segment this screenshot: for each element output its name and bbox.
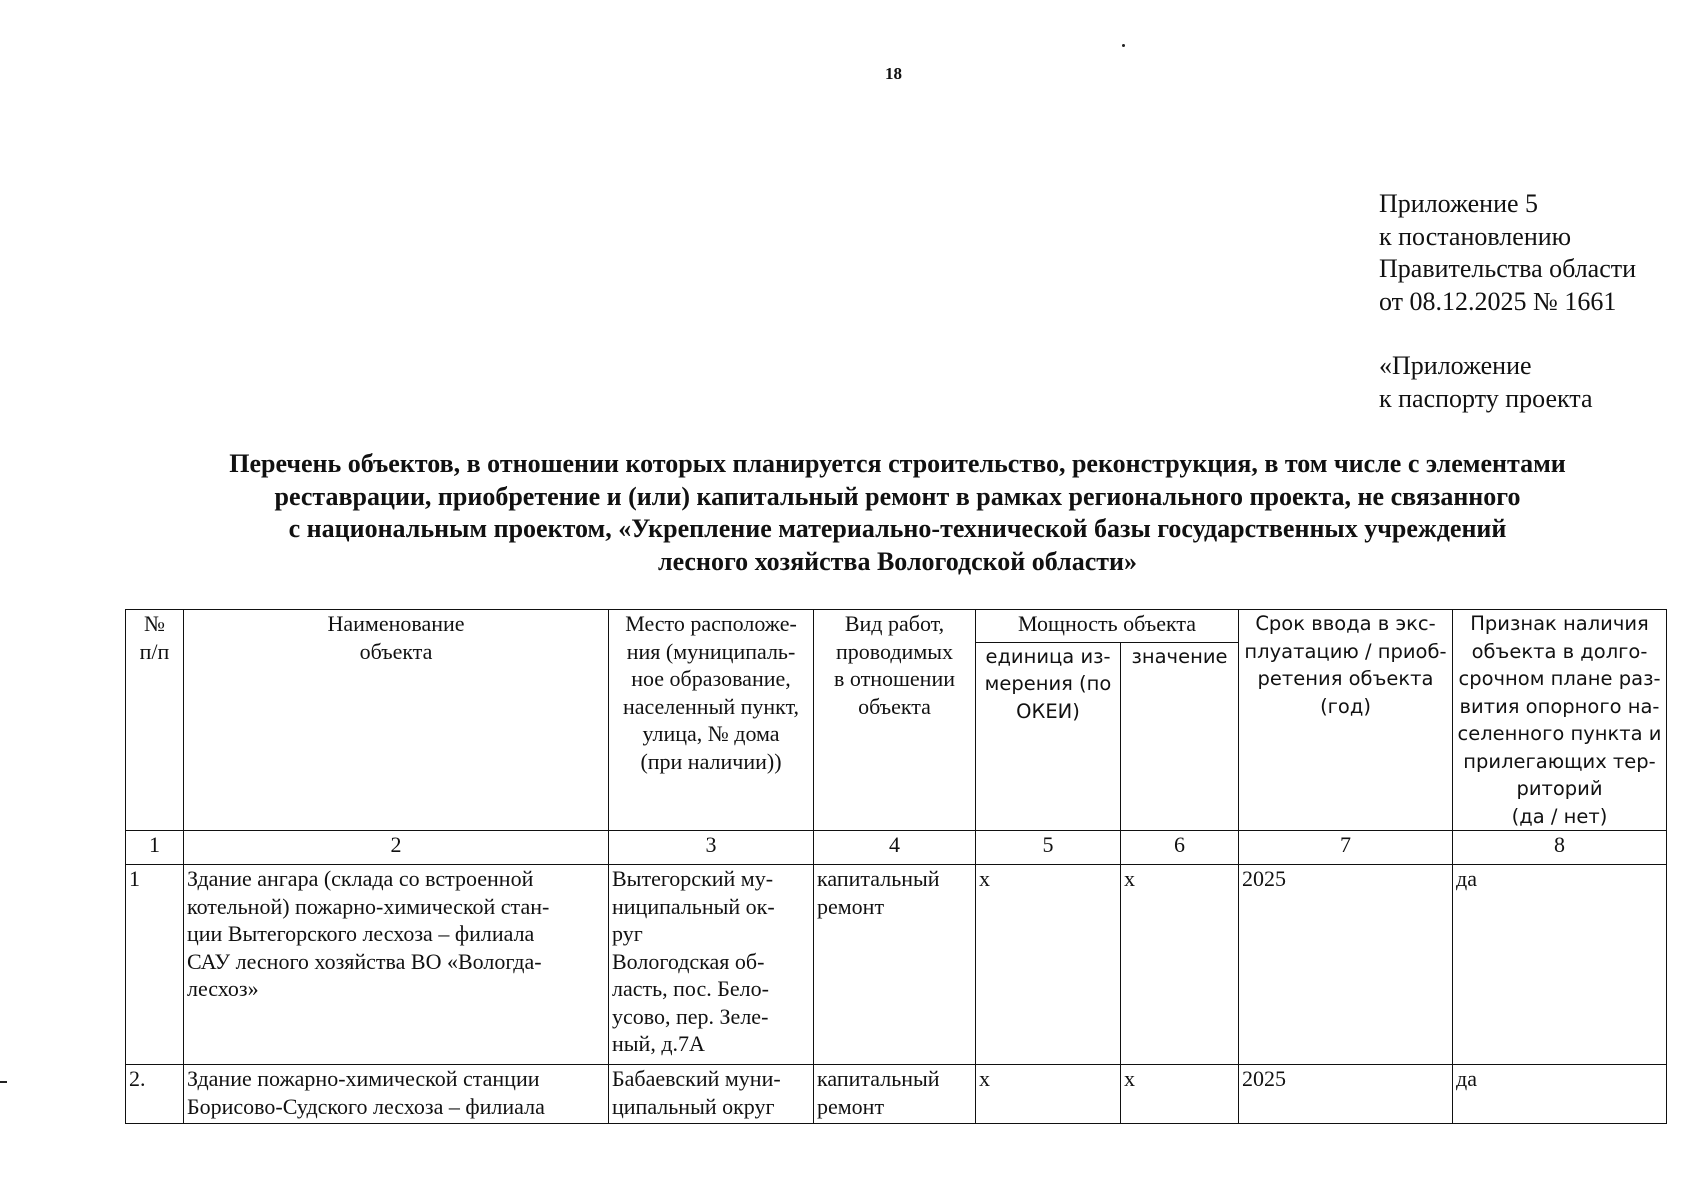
appendix-quote-line: к паспорту проекта <box>1379 383 1593 413</box>
plan-flag: да <box>1453 865 1667 1065</box>
object-location: Бабаевский муни- ципальный округ <box>609 1065 814 1124</box>
page-number: 18 <box>885 64 902 83</box>
column-number: 6 <box>1121 831 1239 865</box>
header-name: Наименование объекта <box>184 610 609 831</box>
commission-year: 2025 <box>1239 865 1453 1065</box>
header-plan-flag: Признак наличия объекта в долго- срочном плане раз- вития опорного на- селенного пункта и прилегающих тер- риторий (да / нет) <box>1453 610 1667 831</box>
object-location: Вытегорский му- ниципальный ок- руг Вологодская об- ласть, пос. Бело- усово, пер. Зеле- ный, д.7А <box>609 865 814 1065</box>
appendix-line: Правительства области <box>1379 254 1637 283</box>
appendix-line: от 08.12.2025 № 1661 <box>1379 286 1617 316</box>
capacity-unit: х <box>976 1065 1121 1124</box>
scan-dot <box>1122 44 1125 47</box>
title-line: с национальным проектом, «Укрепление материально-технической базы государственных учреждений <box>288 514 1507 543</box>
column-number: 7 <box>1239 831 1453 865</box>
column-number: 1 <box>126 831 184 865</box>
appendix-reference <box>1379 188 1636 415</box>
header-capacity: Мощность объекта <box>976 610 1239 643</box>
title-line: Перечень объектов, в отношении которых планируется строительство, реконструкция, в том числе с элементами <box>229 449 1566 478</box>
object-name: Здание ангара (склада со встроенной котельной) пожарно-химической стан- ции Вытегорского лесхоза – филиала САУ лесного хозяйства ВО «Вологда- лесхоз» <box>184 865 609 1065</box>
appendix-line: Приложение 5 <box>1379 189 1539 218</box>
scan-mark <box>0 1081 7 1083</box>
header-num: № п/п <box>126 610 184 831</box>
appendix-quote-line: «Приложение <box>1379 351 1532 380</box>
title-line: лесного хозяйства Вологодской области» <box>657 546 1138 576</box>
column-number-row <box>126 831 1667 865</box>
commission-year: 2025 <box>1239 1065 1453 1124</box>
header-commission: Срок ввода в экс- плуатацию / приоб- ретения объекта (год) <box>1239 610 1453 831</box>
capacity-value: х <box>1121 865 1239 1065</box>
capacity-unit: х <box>976 865 1121 1065</box>
object-name: Здание пожарно-химической станции Борисово-Судского лесхоза – филиала <box>184 1065 609 1124</box>
table-row <box>126 1065 1667 1124</box>
column-number: 3 <box>609 831 814 865</box>
column-number: 2 <box>184 831 609 865</box>
row-number: 2. <box>126 1065 184 1124</box>
column-number: 4 <box>814 831 976 865</box>
document-title <box>60 448 1697 578</box>
capacity-value: х <box>1121 1065 1239 1124</box>
header-location: Место расположе- ния (муниципаль- ное образование, населенный пункт, улица, № дома (при наличии)) <box>609 610 814 831</box>
row-number: 1 <box>126 865 184 1065</box>
table-row <box>126 865 1667 1065</box>
header-unit: единица из- мерения (по ОКЕИ) <box>976 642 1121 830</box>
appendix-line: к постановлению <box>1379 221 1572 251</box>
column-number: 5 <box>976 831 1121 865</box>
column-number: 8 <box>1453 831 1667 865</box>
header-work-type: Вид работ, проводимых в отношении объекта <box>814 610 976 831</box>
work-type: капитальный ремонт <box>814 1065 976 1124</box>
work-type: капитальный ремонт <box>814 865 976 1065</box>
header-value: значение <box>1121 642 1239 830</box>
title-line: реставрации, приобретение и (или) капитальный ремонт в рамках регионального проекта, не связанного <box>274 481 1521 511</box>
objects-table <box>125 609 1667 1124</box>
plan-flag: да <box>1453 1065 1667 1124</box>
